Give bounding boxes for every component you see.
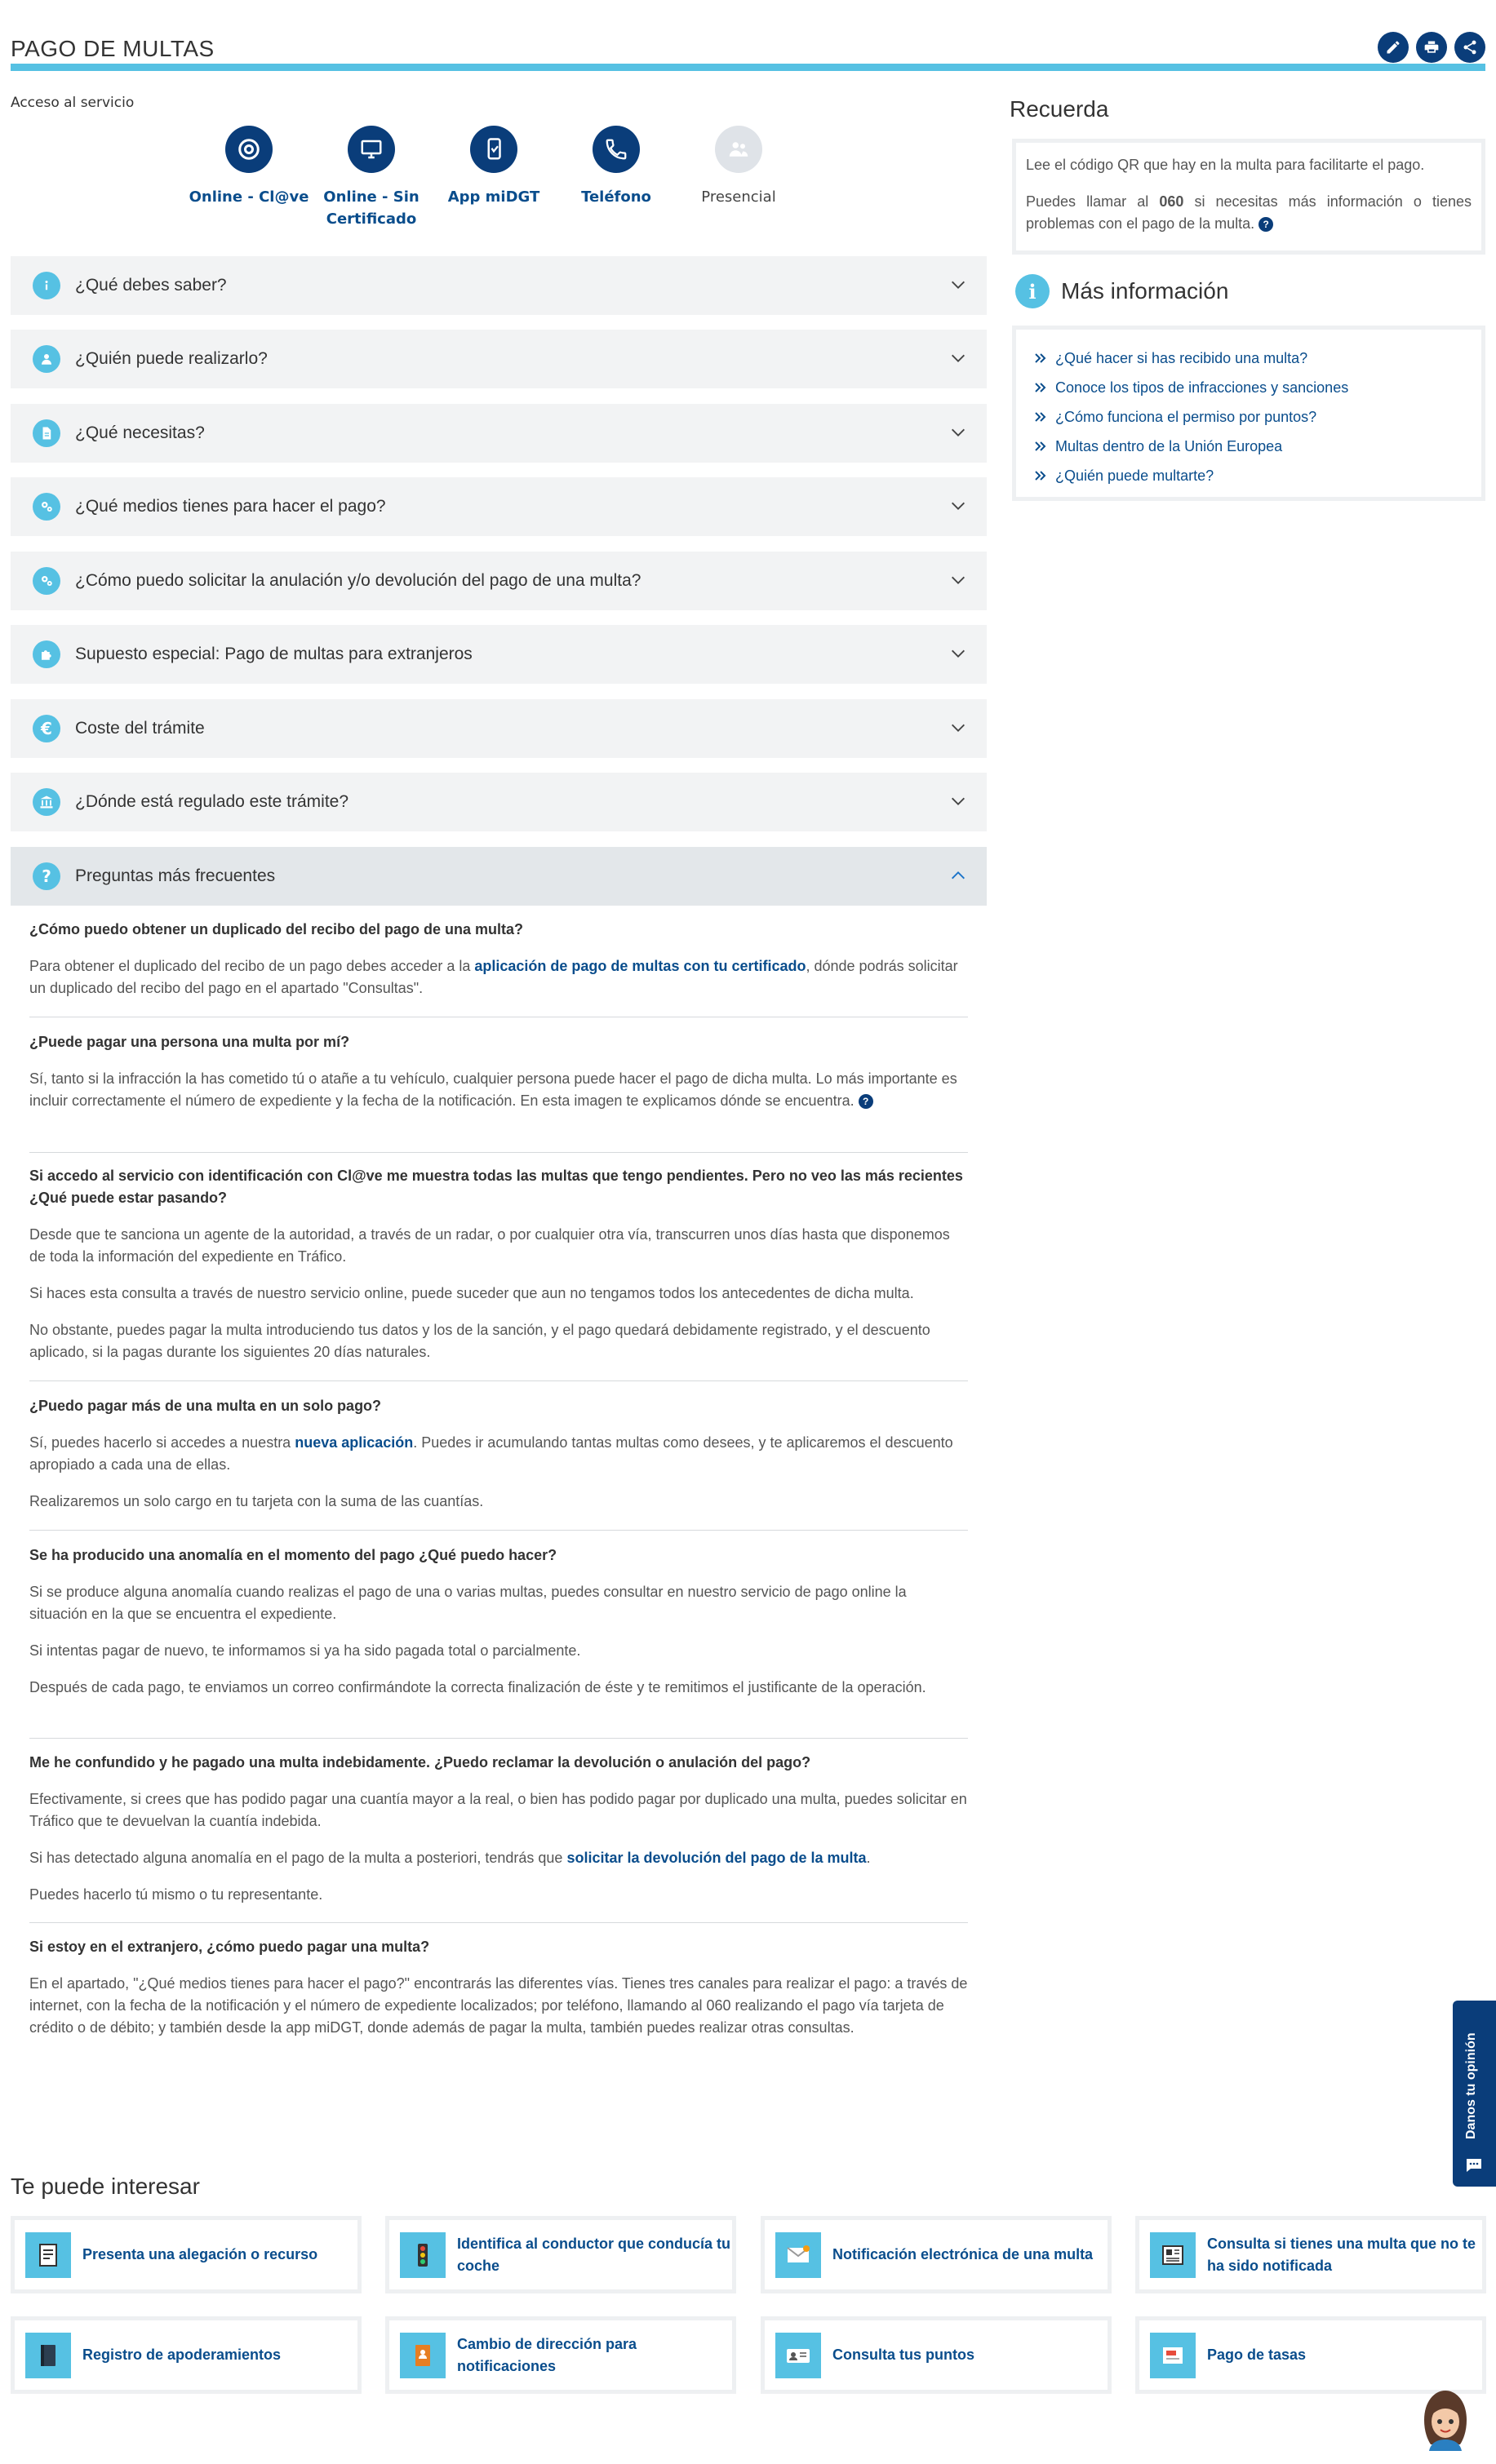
- access-options: [188, 126, 800, 230]
- newspaper-icon: [1150, 2232, 1196, 2278]
- institution-icon: [33, 788, 60, 816]
- faq-text: Sí, tanto si la infracción la has cometido tú o atañe a tu vehículo, cualquier persona puede hacer el pago de dicha multa. Lo más importante es incluir correctamente el número de expediente y la fecha de la notificación. En esta imagen te explicamos dónde se encuentra.: [29, 1070, 957, 1109]
- link-text: ¿Quién puede multarte?: [1055, 467, 1214, 484]
- address-book-icon: [400, 2333, 446, 2378]
- document-icon: [33, 419, 60, 447]
- chevron-down-icon: [949, 349, 967, 367]
- faq-answer: Puedes hacerlo tú mismo o tu representante.: [29, 1886, 323, 1903]
- accordion-title: Preguntas más frecuentes: [75, 866, 276, 885]
- faq-text: , dónde podrás solicitar un duplicado del recibo del pago en el apartado "Consultas".: [29, 958, 958, 996]
- link-nueva-aplicacion[interactable]: nueva aplicación: [295, 1434, 414, 1451]
- chevron-down-icon: [949, 423, 967, 441]
- mas-info-title: Más información: [1061, 278, 1229, 304]
- ticket-icon: [1150, 2333, 1196, 2378]
- notebook-icon: [25, 2333, 71, 2378]
- link-text: Multas dentro de la Unión Europea: [1055, 437, 1283, 454]
- faq-item: [29, 1395, 968, 1513]
- info-icon: i: [1015, 274, 1050, 308]
- card-label: Consulta tus puntos: [832, 2347, 974, 2363]
- accordion-extranjeros[interactable]: [11, 625, 987, 684]
- double-chevron-right-icon: [1034, 469, 1047, 482]
- chevron-down-icon: [949, 276, 967, 294]
- accordion-title: Coste del trámite: [75, 719, 205, 738]
- faq-item: [29, 919, 968, 999]
- mas-info-header: [1015, 274, 1228, 308]
- faq-answer: Efectivamente, si crees que has podido pagar una cuantía mayor a la real, o bien has podido pagar por duplicado una multa, puedes solicitar en Tráfico que te devuelvan la cuantía indebida.: [29, 1791, 967, 1829]
- card-pago-tasas[interactable]: [1135, 2316, 1486, 2394]
- card-label: Notificación electrónica de una multa: [832, 2246, 1094, 2262]
- faq-question: ¿Puede pagar una persona una multa por mí?: [29, 1034, 350, 1050]
- recuerda-title: Recuerda: [1010, 96, 1109, 122]
- link-text: ¿Cómo funciona el permiso por puntos?: [1055, 408, 1317, 425]
- faq-answer: Si se produce alguna anomalía cuando realizas el pago de una o varias multas, puedes consultar en nuestro servicio de pago online la situación en la que se encuentra el expediente.: [29, 1584, 907, 1622]
- card-label: Cambio de dirección para notificaciones: [457, 2335, 637, 2374]
- accordion-anulacion-devolucion[interactable]: [11, 552, 987, 610]
- gears-icon: [33, 493, 60, 521]
- faq-answer: Si intentas pagar de nuevo, te informamos si ya ha sido pagada total o parcialmente.: [29, 1642, 581, 1659]
- faq-text: Para obtener el duplicado del recibo de un pago debes acceder a la: [29, 958, 475, 974]
- chevron-down-icon: [949, 719, 967, 737]
- faq-answer: Realizaremos un solo cargo en tu tarjeta con la suma de las cuantías.: [29, 1493, 484, 1509]
- phone-app-icon: [470, 126, 517, 173]
- user-icon: [33, 345, 60, 373]
- accordion-title: ¿Cómo puedo solicitar la anulación y/o devolución del pago de una multa?: [75, 571, 641, 590]
- access-app-midgt-label: App miDGT: [447, 188, 540, 206]
- card-label: Consulta si tienes una multa que no te ha sido notificada: [1207, 2235, 1476, 2274]
- double-chevron-right-icon: [1034, 381, 1047, 394]
- access-online-clave-label: Online - Cl@ve: [189, 188, 309, 206]
- faq-answer: [29, 955, 968, 999]
- traffic-light-icon: [400, 2232, 446, 2278]
- edit-icon: [1385, 39, 1401, 55]
- card-identifica-conductor[interactable]: [385, 2216, 736, 2293]
- recuerda-text: Lee el código QR que hay en la multa para facilitarte el pago.: [1026, 157, 1425, 173]
- card-notificacion-electronica[interactable]: [761, 2216, 1112, 2293]
- faq-question: Se ha producido una anomalía en el momento del pago ¿Qué puedo hacer?: [29, 1547, 557, 1563]
- card-label: Presenta una alegación o recurso: [82, 2246, 318, 2262]
- faq-item: [29, 1752, 968, 1906]
- faq-answer: No obstante, puedes pagar la multa introduciendo tus datos y los de la sanción, y el pago quedará debidamente registrado, y el descuento aplicado, si la pagas durante los siguientes 20 días naturales.: [29, 1322, 930, 1360]
- faq-text: Sí, puedes hacerlo si accedes a nuestra: [29, 1434, 295, 1451]
- link-aplicacion-pago-certificado[interactable]: aplicación de pago de multas con tu certificado: [474, 958, 806, 974]
- chevron-down-icon: [949, 792, 967, 810]
- access-online-clave[interactable]: [188, 126, 310, 230]
- people-icon: [715, 126, 762, 173]
- page-header: [11, 29, 1485, 73]
- faq-question: Si estoy en el extranjero, ¿cómo puedo pagar una multa?: [29, 1939, 430, 1955]
- faq-text: . Puedes ir acumulando tantas multas como desees, y te aplicaremos el descuento apropiado a cada una de ellas.: [29, 1434, 953, 1473]
- faq-item: [29, 1165, 968, 1363]
- link-text: ¿Qué hacer si has recibido una multa?: [1055, 349, 1308, 366]
- access-presencial[interactable]: [677, 126, 800, 230]
- faq-answer: [29, 1432, 968, 1476]
- mas-info-link[interactable]: [1034, 343, 1463, 373]
- access-telefono-label: Teléfono: [581, 188, 651, 206]
- gears-icon: [33, 567, 60, 595]
- at-icon: [225, 126, 273, 173]
- faq-item: [29, 1936, 968, 2039]
- faq-question: Si accedo al servicio con identificación con Cl@ve me muestra todas las multas que tengo pendientes. Pero no veo las más recientes ¿Qué puede estar pasando?: [29, 1168, 963, 1206]
- feedback-tab[interactable]: [1453, 2001, 1496, 2187]
- question-badge-icon[interactable]: ?: [859, 1094, 873, 1109]
- card-cambio-direccion[interactable]: [385, 2316, 736, 2394]
- mas-info-link[interactable]: [1034, 432, 1463, 461]
- faq-answer: [29, 1847, 968, 1869]
- recuerda-text-part: Puedes llamar al: [1026, 193, 1160, 210]
- accordion-title: ¿Qué necesitas?: [75, 423, 205, 442]
- chat-bubble-icon: [1464, 2156, 1484, 2175]
- access-online-sin-certificado-label: Online - Sin Certificado: [323, 188, 420, 228]
- share-button[interactable]: [1454, 32, 1485, 63]
- accordion-title: Supuesto especial: Pago de multas para extranjeros: [75, 645, 473, 663]
- divider: [29, 1530, 968, 1531]
- page-title: PAGO DE MULTAS: [11, 36, 215, 61]
- chevron-down-icon: [949, 497, 967, 515]
- faq-answer: Desde que te sanciona un agente de la autoridad, a través de un radar, o por cualquier otra vía, transcurren unos días hasta que disponemos de toda la información del expediente en Tráfico.: [29, 1226, 950, 1265]
- accordion-coste[interactable]: [11, 699, 987, 758]
- faq-item: [29, 1031, 968, 1112]
- edit-button[interactable]: [1378, 32, 1409, 63]
- access-app-midgt[interactable]: [433, 126, 555, 230]
- accordion-que-debes-saber[interactable]: [11, 256, 987, 315]
- access-label: Acceso al servicio: [11, 95, 135, 111]
- faq-answer: Después de cada pago, te enviamos un correo confirmándote la correcta finalización de éste y te remitimos el justificante de la operación.: [29, 1679, 926, 1695]
- info-icon: [33, 272, 60, 299]
- card-multa-no-notificada[interactable]: [1135, 2216, 1486, 2293]
- access-presencial-label: Presencial: [701, 188, 776, 206]
- chevron-down-icon: [949, 645, 967, 663]
- mas-info-link[interactable]: [1034, 461, 1463, 490]
- faq-text: .: [866, 1850, 871, 1866]
- accordion-quien-puede[interactable]: [11, 330, 987, 388]
- faq-answer: En el apartado, "¿Qué medios tienes para hacer el pago?" encontrarás las diferentes vías. Tienes tres canales para realizar el pago: a través de internet, con la fecha de la notificación y el número de expediente localizados; por teléfono, llamando al 060 realizando el pago vía tarjeta de crédito o de débito; y también desde la app miDGT, donde además de pagar la multa, también puedes realizar otras consultas.: [29, 1975, 968, 2036]
- faq-question: ¿Cómo puedo obtener un duplicado del recibo del pago de una multa?: [29, 921, 524, 937]
- accordion-title: ¿Quién puede realizarlo?: [75, 349, 268, 368]
- accordion-preguntas-frecuentes[interactable]: [11, 847, 987, 906]
- card-label: Registro de apoderamientos: [82, 2347, 282, 2363]
- mas-info-link[interactable]: [1034, 373, 1463, 402]
- divider: [29, 1922, 968, 1923]
- link-solicitar-devolucion[interactable]: solicitar la devolución del pago de la multa: [566, 1850, 867, 1866]
- card-consulta-puntos[interactable]: [761, 2316, 1112, 2394]
- header-accent-bar: [11, 64, 1485, 71]
- interest-title: Te puede interesar: [11, 2174, 200, 2199]
- form-icon: [25, 2232, 71, 2278]
- id-card-icon: [775, 2333, 821, 2378]
- accordion-medios-pago[interactable]: [11, 477, 987, 536]
- monitor-icon: [348, 126, 395, 173]
- feedback-label: Danos tu opinión: [1464, 2032, 1478, 2139]
- telephone-icon: [593, 126, 640, 173]
- print-icon: [1423, 39, 1440, 55]
- card-label: Pago de tasas: [1207, 2347, 1307, 2363]
- question-icon: ?: [33, 862, 60, 890]
- share-icon: [1462, 39, 1478, 55]
- print-button[interactable]: [1416, 32, 1447, 63]
- card-label: Identifica al conductor que conducía tu coche: [457, 2235, 731, 2274]
- accordion-regulado[interactable]: [11, 773, 987, 831]
- faq-item: [29, 1544, 968, 1699]
- mas-info-box: [1012, 326, 1485, 501]
- faq-question: ¿Puedo pagar más de una multa en un solo pago?: [29, 1398, 382, 1414]
- accordion-title: ¿Qué debes saber?: [75, 276, 227, 295]
- header-tools: [1378, 32, 1485, 63]
- euro-icon: €: [33, 715, 60, 742]
- phone-number: 060: [1159, 193, 1184, 210]
- puzzle-icon: [33, 640, 60, 668]
- double-chevron-right-icon: [1034, 440, 1047, 453]
- double-chevron-right-icon: [1034, 352, 1047, 365]
- card-registro-apoderamientos[interactable]: [11, 2316, 362, 2394]
- recuerda-text: [1026, 191, 1472, 235]
- accordion-title: ¿Dónde está regulado este trámite?: [75, 792, 349, 811]
- double-chevron-right-icon: [1034, 410, 1047, 423]
- divider: [29, 1152, 968, 1153]
- mas-info-link[interactable]: [1034, 402, 1463, 432]
- faq-answer: [29, 1068, 968, 1112]
- faq-text: Si has detectado alguna anomalía en el pago de la multa a posteriori, tendrás que: [29, 1850, 567, 1866]
- faq-answer: Si haces esta consulta a través de nuestro servicio online, puede suceder que aun no tengamos todos los antecedentes de dicha multa.: [29, 1285, 914, 1301]
- accordion-title: ¿Qué medios tienes para hacer el pago?: [75, 497, 386, 516]
- card-alegacion-recurso[interactable]: [11, 2216, 362, 2293]
- assistant-avatar-icon[interactable]: [1416, 2386, 1475, 2451]
- chevron-down-icon: [949, 571, 967, 589]
- envelope-icon: [775, 2232, 821, 2278]
- access-telefono[interactable]: [555, 126, 677, 230]
- recuerda-text-part: si necesitas más información o tienes problemas con el pago de la multa.: [1026, 193, 1472, 232]
- recuerda-box: [1012, 139, 1485, 255]
- question-badge-icon[interactable]: ?: [1259, 217, 1273, 232]
- access-online-sin-certificado[interactable]: [310, 126, 433, 230]
- divider: [29, 1738, 968, 1739]
- accordion-que-necesitas[interactable]: [11, 404, 987, 463]
- link-text: Conoce los tipos de infracciones y sanciones: [1055, 379, 1349, 396]
- faq-question: Me he confundido y he pagado una multa indebidamente. ¿Puedo reclamar la devolución o anulación del pago?: [29, 1754, 811, 1770]
- divider: [29, 1380, 968, 1381]
- chevron-up-icon: [949, 866, 967, 884]
